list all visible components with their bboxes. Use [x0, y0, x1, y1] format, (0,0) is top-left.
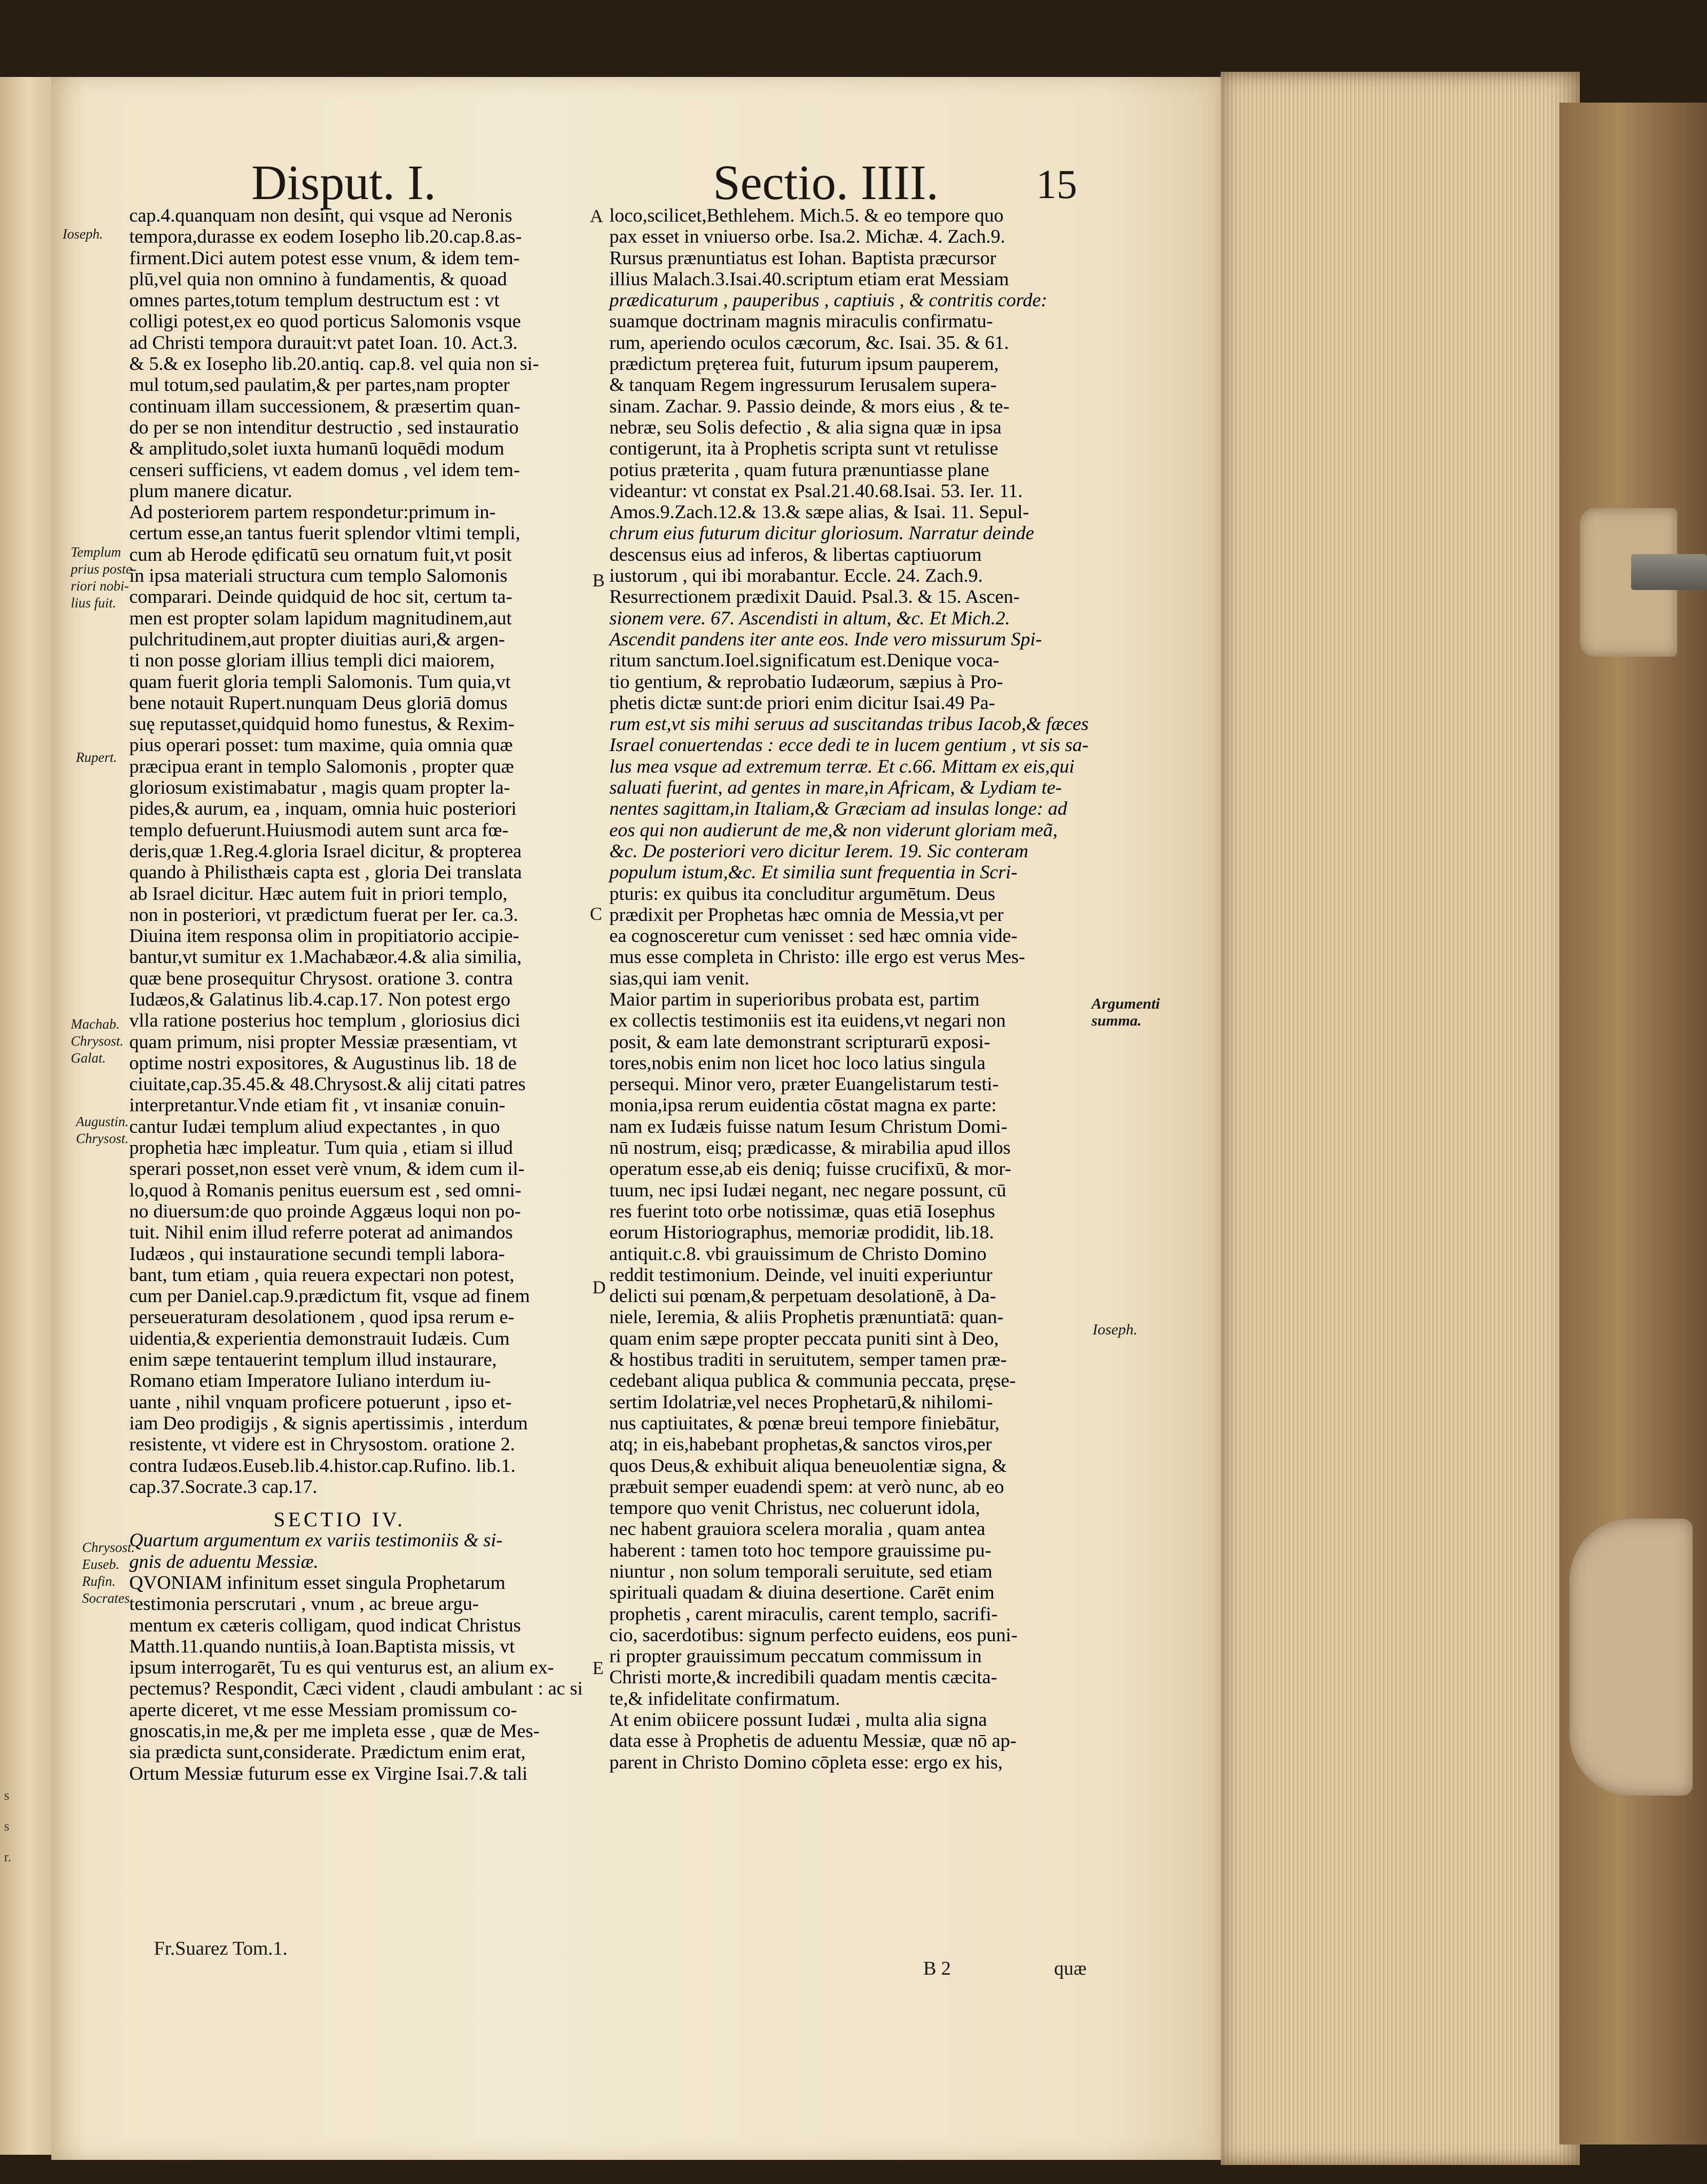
- margin-note-august-line: Chrysost.: [76, 1131, 129, 1146]
- section-body-line: Ortum Messiæ futurum esse ex Virgine Isai.7.& tali: [129, 1763, 528, 1784]
- text-line: interpretantur.Vnde etiam fit , vt insaniæ conuin-: [129, 1095, 506, 1116]
- text-line: phetis dictæ sunt:de priori enim dicitur Isai.49 Pa-: [609, 692, 995, 714]
- text-line: tuit. Nihil enim illud referre poterat ad animandos: [129, 1222, 513, 1244]
- previous-page-marks: [4, 1780, 45, 1873]
- margin-note-machab: [71, 1016, 124, 1067]
- text-line: quæ bene prosequitur Chrysost. oratione 3. contra: [129, 968, 513, 989]
- section-letter-b: B: [592, 570, 605, 591]
- spacer: [129, 1498, 583, 1509]
- left-text-column: [129, 205, 583, 1784]
- margin-note-august: [76, 1113, 129, 1147]
- text-line: prædictum pręterea fuit, futurum ipsum pauperem,: [609, 353, 999, 375]
- text-line: quam fuerit gloria templi Salomonis. Tum quia,vt: [129, 671, 511, 693]
- text-line: nū nostrum, eisq; prædicasse, & mirabilia apud illos: [609, 1137, 1011, 1159]
- text-line: potius præterita , quam futura prænuntiasse plane: [609, 459, 989, 481]
- text-line: rum, aperiendo oculos cæcorum, &c. Isai. 35. & 61.: [609, 332, 1009, 353]
- signature-mark: B 2: [923, 1958, 951, 1979]
- text-line: suamque doctrinam magnis miraculis confirmatu-: [609, 311, 993, 332]
- text-line: Iudæos,& Galatinus lib.4.cap.17. Non potest ergo: [129, 989, 510, 1010]
- section-body-line: QVONIAM infinitum esset singula Prophetarum: [129, 1572, 506, 1593]
- text-line: ea cognosceretur cum venisset : sed hæc omnia vide-: [609, 926, 1018, 947]
- text-line: quam primum, nisi propter Messiæ præsentiam, vt: [129, 1031, 518, 1053]
- text-line: plum manere dicatur.: [129, 480, 292, 502]
- text-line: ex collectis testimoniis est ita euidens,vt negari non: [609, 1010, 1006, 1032]
- text-line: nentes sagittam,in Italiam,& Græciam ad insulas longe: ad: [609, 798, 1067, 820]
- text-line: cedebant aliqua publica & communia peccata, pręse-: [609, 1370, 1016, 1392]
- text-line: nam ex Iudæis fuisse natum Iesum Christum Domi-: [609, 1116, 1007, 1137]
- section-body-line: sia prædicta sunt,considerate. Prædictum enim erat,: [129, 1742, 526, 1763]
- text-line: tuum, nec ipsi Iudæi negant, nec negare possunt, cū: [609, 1179, 1006, 1201]
- text-line: prophetia hæc impleatur. Tum quia , etiam si illud: [129, 1137, 513, 1159]
- text-line: templo defuerunt.Huiusmodi autem sunt arca fœ-: [129, 819, 509, 841]
- margin-note-rupert: [76, 749, 117, 766]
- text-line: ritum sanctum.Ioel.significatum est.Denique voca-: [609, 650, 1000, 672]
- text-line: contra Iudæos.Euseb.lib.4.histor.cap.Rufino. lib.1.: [129, 1455, 516, 1477]
- text-line: & hostibus traditi in seruitutem, semper tamen præ-: [609, 1349, 1007, 1371]
- text-line: sinam. Zachar. 9. Passio deinde, & mors eius , & te-: [609, 396, 1010, 417]
- section-subtitle-line: gnis de aduentu Messiæ.: [129, 1551, 319, 1572]
- text-line: rum est,vt sis mihi seruus ad suscitandas tribus Iacob,& fæces: [609, 714, 1089, 735]
- text-line: loco,scilicet,Bethlehem. Mich.5. & eo tempore quo: [609, 205, 1004, 226]
- margin-note-ioseph-text: Ioseph.: [63, 226, 103, 242]
- margin-note-templum-line: lius fuit.: [71, 595, 116, 611]
- text-line: ri propter grauissimum peccatum commissum in: [609, 1646, 982, 1667]
- running-head-disput: Disput. I.: [251, 155, 436, 210]
- margin-note-ioseph-right-text: Ioseph.: [1093, 1321, 1138, 1338]
- text-line: res fuerint toto orbe notissimæ, quas etiā Iosephus: [609, 1201, 995, 1222]
- margin-note-templum-line: prius poste-: [71, 561, 137, 577]
- section-letter-e: E: [592, 1658, 604, 1678]
- section-body-line: gnoscatis,in me,& per me impleta esse , quæ de Mes-: [129, 1721, 540, 1742]
- text-line: tores,nobis enim non licet hoc loco latius singula: [609, 1052, 986, 1074]
- edge-mark: s: [4, 1788, 10, 1803]
- text-line: Diuina item responsa olim in propitiatorio accipie-: [129, 926, 520, 947]
- text-line: pides,& aurum, ea , inquam, omnia huic posteriori: [129, 798, 517, 820]
- margin-note-chrysost-line: Rufin.: [82, 1573, 116, 1589]
- page-number: 15: [1036, 162, 1077, 207]
- text-line: ti non posse gloriam illius templi dici maiorem,: [129, 650, 495, 672]
- book-cover: [1559, 103, 1707, 2144]
- text-line: niuntur , non solum temporali seruitute, sed etiam: [609, 1561, 993, 1582]
- section-body-line: testimonia perscrutari , vnum , ac breue argu-: [129, 1593, 479, 1615]
- text-line: quando à Philisthæis capta est , gloria Dei translata: [129, 862, 522, 883]
- text-line: mus esse completa in Christo: ille ergo est verus Mes-: [609, 947, 1025, 968]
- text-line: Romano etiam Imperatore Iuliano interdum iu-: [129, 1370, 491, 1392]
- text-line: continuam illam successionem, & præsertim quan-: [129, 396, 521, 417]
- right-text-column: [609, 205, 1088, 1773]
- text-line: Resurrectionem prædixit Dauid. Psal.3. & 15. Ascen-: [609, 586, 1020, 608]
- text-line: Iudæos , qui instauratione secundi templi labora-: [129, 1243, 505, 1265]
- text-line: suę reputasset,quidquid homo funestus, & Rexim-: [129, 714, 514, 735]
- text-line: posit, & eam late demonstrant scripturarū exposi-: [609, 1031, 990, 1053]
- text-line: uante , nihil vnquam proficere potuerunt , ipso et-: [129, 1391, 512, 1413]
- section-body-line: aperte diceret, vt me esse Messiam promissum co-: [129, 1699, 518, 1721]
- section-letter-d: D: [592, 1277, 606, 1297]
- section-body-line: mentum ex cæteris colligam, quod indicat Christus: [129, 1615, 521, 1636]
- text-line: sionem vere. 67. Ascendisti in altum, &c. Et Mich.2.: [609, 607, 1010, 629]
- text-line: vlla ratione posterius hoc templum , gloriosius dici: [129, 1010, 521, 1032]
- section-letter-a: A: [590, 206, 603, 226]
- text-line: eorum Historiographus, memoriæ prodidit, lib.18.: [609, 1222, 994, 1244]
- text-line: cantur Iudæi templum aliud expectantes , in quo: [129, 1116, 500, 1137]
- text-line: Rursus prænuntiatus est Iohan. Baptista præcursor: [609, 247, 997, 269]
- text-line: At enim obiicere possunt Iudæi , multa alia signa: [609, 1709, 987, 1731]
- text-line: niele, Ieremia, & aliis Prophetis prænuntiatā: quan-: [609, 1307, 1004, 1328]
- text-line: resistente, vt videre est in Chrysostom. oratione 2.: [129, 1434, 515, 1455]
- text-line: ad Christi tempora durauit:vt patet Ioan. 10. Act.3.: [129, 332, 518, 353]
- text-line: &c. De posteriori vero dicitur Ierem. 19. Sic conteram: [609, 840, 1028, 862]
- text-line: spirituali quadam & diuina desertione. Carēt enim: [609, 1582, 995, 1604]
- text-line: te,& infidelitate confirmatum.: [609, 1688, 840, 1709]
- margin-note-argumenti-line: Argumenti: [1091, 995, 1160, 1012]
- text-line: nebræ, seu Solis defectio , & alia signa quæ in ipsa: [609, 417, 1002, 438]
- text-line: operatum esse,ab eis deniq; fuisse crucifixū, & mor-: [609, 1158, 1011, 1180]
- text-line: nec habent grauiora scelera moralia , quam antea: [609, 1519, 985, 1540]
- text-line: non in posteriori, vt prædictum fuerat per Ier. ca.3.: [129, 904, 519, 926]
- text-line: eos qui non audierunt de me,& non viderunt gloriam meã,: [609, 819, 1058, 841]
- margin-note-chrysost-line: Socrates.: [82, 1590, 133, 1606]
- text-line: in ipsa materiali structura cum templo Salomonis: [129, 565, 508, 587]
- text-line: cio, sacerdotibus: signum perfecto euidens, eos puni-: [609, 1624, 1018, 1646]
- text-line: descensus eius ad inferos, & libertas captiuorum: [609, 544, 982, 565]
- text-line: nus captiuitates, & pœnæ breui tempore finiebātur,: [609, 1412, 1000, 1434]
- margin-note-argumenti-line: summa.: [1091, 1012, 1142, 1029]
- text-line: reddit testimonium. Deinde, vel inuiti experiuntur: [609, 1264, 993, 1286]
- text-line: monia,ipsa rerum euidentia cōstat magna ex parte:: [609, 1095, 997, 1116]
- edge-mark: s: [4, 1819, 10, 1834]
- text-line: quam enim sæpe propter peccata puniti sint à Deo,: [609, 1328, 999, 1349]
- text-line: colligi potest,ex eo quod porticus Salomonis vsque: [129, 311, 521, 332]
- text-line: prophetis , carent miraculis, carent templo, sacrifi-: [609, 1603, 998, 1625]
- section-letter-c: C: [590, 903, 603, 924]
- catchword: quæ: [1054, 1958, 1087, 1979]
- text-line: antiquit.c.8. vbi grauissimum de Christo Domino: [609, 1243, 987, 1265]
- text-line: lus mea vsque ad extremum terræ. Et c.66. Mittam ex eis,qui: [609, 756, 1075, 777]
- margin-note-argumenti: [1091, 995, 1160, 1029]
- margin-note-ioseph-right: [1093, 1321, 1137, 1338]
- text-line: Amos.9.Zach.12.& 13.& sæpe alias, & Isai. 11. Sepul-: [609, 502, 1029, 523]
- text-line: parent in Christo Domino cōpleta esse: ergo ex his,: [609, 1752, 1003, 1773]
- section-body-line: pectemus? Respondit, Cæci vident , claudi ambulant : ac si: [129, 1678, 583, 1700]
- text-line: cap.37.Socrate.3 cap.17.: [129, 1476, 317, 1498]
- text-line: prædixit per Prophetas hæc omnia de Messia,vt per: [609, 904, 1004, 926]
- text-line: data esse à Prophetis de aduentu Messiæ, quæ nō ap-: [609, 1730, 1017, 1752]
- text-line: saluati fuerint, ad gentes in mare,in Africam, & Lydiam te-: [609, 777, 1062, 799]
- edge-mark: r.: [4, 1849, 11, 1864]
- margin-note-chrysost: [82, 1539, 135, 1607]
- margin-note-machab-line: Machab.: [71, 1016, 120, 1032]
- text-line: bantur,vt sumitur ex 1.Machabæor.4.& alia similia,: [129, 947, 522, 968]
- text-line: videantur: vt constat ex Psal.21.40.68.Isai. 53. Ier. 11.: [609, 480, 1023, 502]
- text-line: Ad posteriorem partem respondetur:primum in-: [129, 502, 496, 523]
- text-line: lo,quod à Romanis penitus euersum est , sed omni-: [129, 1179, 522, 1201]
- margin-note-rupert-text: Rupert.: [76, 750, 117, 765]
- text-line: pax esset in vniuerso orbe. Isa.2. Michæ. 4. Zach.9.: [609, 226, 1005, 248]
- running-head-sectio: Sectio. IIII.: [713, 155, 939, 210]
- text-line: haberent : tamen toto hoc tempore grauissime pu-: [609, 1540, 991, 1561]
- text-line: iam Deo prodigijs , & signis apertissimis , interdum: [129, 1412, 528, 1434]
- text-line: tio gentium, & reprobatio Iudæorum, sæpius à Pro-: [609, 671, 1003, 693]
- margin-note-templum-line: Templum: [71, 544, 122, 560]
- text-line: pius operari posset: tum maxime, quia omnia quæ: [129, 735, 513, 756]
- text-line: bant, tum etiam , quia reuera expectari non potest,: [129, 1264, 514, 1286]
- text-line: Israel conuertendas : ecce dedi te in lucem gentium , vt sis sa-: [609, 735, 1089, 756]
- text-line: quos Deus,& exhibuit aliqua beneuolentiæ signa, &: [609, 1455, 1007, 1477]
- text-line: chrum eius futurum dicitur gloriosum. Narratur deinde: [609, 523, 1035, 544]
- text-line: cum per Daniel.cap.9.prædictum fit, vsque ad finem: [129, 1286, 530, 1307]
- text-line: censeri sufficiens, vt eadem domus , vel idem tem-: [129, 459, 520, 481]
- text-line: mul totum,sed paulatim,& per partes,nam propter: [129, 375, 510, 396]
- text-line: cum ab Herode ędificatū seu ornatum fuit,vt posit: [129, 544, 512, 565]
- text-line: gloriosum existimabatur , magis quam propter la-: [129, 777, 510, 799]
- text-line: tempora,durasse ex eodem Iosepho lib.20.cap.8.as-: [129, 226, 522, 248]
- text-line: firment.Dici autem potest esse vnum, & idem tem-: [129, 247, 520, 269]
- previous-page-edge: [0, 77, 53, 2155]
- margin-note-ioseph: [63, 226, 103, 243]
- text-line: sias,qui iam venit.: [609, 968, 749, 989]
- text-line: certum esse,an tantus fuerit splendor vltimi templi,: [129, 523, 521, 544]
- text-line: & 5.& ex Iosepho lib.20.antiq. cap.8. vel quia non si-: [129, 353, 539, 375]
- text-line: bene notauit Rupert.nunquam Deus gloriā domus: [129, 692, 508, 714]
- clasp-lower: [1570, 1519, 1693, 1796]
- margin-note-templum: [71, 544, 136, 612]
- text-line: comparari. Deinde quidquid de hoc sit, certum ta-: [129, 586, 512, 608]
- text-line: pulchritudinem,aut propter diuitias auri,& argen-: [129, 628, 505, 650]
- text-line: persequi. Minor vero, præter Euangelistarum testi-: [609, 1074, 999, 1095]
- margin-note-chrysost-line: Chrysost.: [82, 1540, 135, 1555]
- text-line: & amplitudo,solet iuxta humanū loquēdi modum: [129, 438, 505, 460]
- text-line: sperari posset,non esset verè vnum, & idem cum il-: [129, 1158, 525, 1180]
- text-line: delicti sui pœnam,& perpetuam desolationē, à Da-: [609, 1286, 996, 1307]
- text-line: optime nostri expositores, & Augustinus lib. 18 de: [129, 1052, 517, 1074]
- margin-note-machab-line: Chrysost.: [71, 1033, 124, 1049]
- text-line: omnes partes,totum templum destructum est : vt: [129, 290, 500, 311]
- section-heading: SECTIO IV.: [273, 1508, 406, 1531]
- text-line: ab Israel dicitur. Hæc autem fuit in priori templo,: [129, 883, 508, 904]
- text-line: plū,vel quia non omnino à fundamentis, & quoad: [129, 268, 507, 290]
- text-line: cap.4.quanquam non desint, qui vsque ad Neronis: [129, 205, 512, 226]
- text-line: prædicaturum , pauperibus , captiuis , & contritis corde:: [609, 290, 1047, 311]
- printer-signature: Fr.Suarez Tom.1.: [154, 1938, 288, 1959]
- text-line: iustorum , qui ibi morabantur. Eccle. 24. Zach.9.: [609, 565, 983, 587]
- section-body-line: ipsum interrogarēt, Tu es qui venturus est, an alium ex-: [129, 1657, 554, 1679]
- section-subtitle-line: Quartum argumentum ex variis testimoniis & si-: [129, 1530, 503, 1551]
- margin-note-chrysost-line: Euseb.: [82, 1557, 120, 1572]
- margin-note-august-line: Augustin.: [76, 1114, 129, 1129]
- text-line: præbuit semper euadendi spem: at verò nunc, ab eo: [609, 1476, 1004, 1498]
- text-line: no diuersum:de quo proinde Aggæus loqui non po-: [129, 1201, 521, 1222]
- text-line: præcipua erant in templo Salomonis , propter quæ: [129, 756, 514, 777]
- text-line: tempore quo venit Christus, nec coluerunt idola,: [609, 1498, 980, 1519]
- margin-note-templum-line: riori nobi-: [71, 578, 129, 594]
- text-line: pturis: ex quibus ita concluditur argumētum. Deus: [609, 883, 996, 904]
- text-line: illius Malach.3.Isai.40.scriptum etiam erat Messiam: [609, 268, 1009, 290]
- text-line: Christi morte,& incredibili quadam mentis cæcita-: [609, 1667, 998, 1688]
- text-line: & tanquam Regem ingressurum Ierusalem supera-: [609, 375, 997, 396]
- text-line: populum istum,&c. Et similia sunt frequentia in Scri-: [609, 862, 1018, 883]
- text-line: uidentia,& experientia demonstrauit Iudæis. Cum: [129, 1328, 510, 1349]
- section-body-line: Matth.11.quando nuntiis,à Ioan.Baptista missis, vt: [129, 1636, 515, 1657]
- text-line: do per se non intenditur destructio , sed instauratio: [129, 417, 519, 438]
- text-line: Ascendit pandens iter ante eos. Inde vero missurum Spi-: [609, 628, 1042, 650]
- text-line: sertim Idolatriæ,vel neces Prophetarū,& nihilomi-: [609, 1391, 993, 1413]
- text-line: enim sæpe tentauerint templum illud instaurare,: [129, 1349, 497, 1371]
- text-block-edge: [1221, 72, 1580, 2165]
- text-line: contigerunt, ita à Prophetis scripta sunt vt retulisse: [609, 438, 999, 460]
- text-line: atq; in eis,habebant prophetas,& sanctos viros,per: [609, 1434, 992, 1455]
- clasp-metal-bar: [1631, 554, 1707, 590]
- text-line: Maior partim in superioribus probata est, partim: [609, 989, 980, 1010]
- text-line: deris,quæ 1.Reg.4.gloria Israel dicitur, & propterea: [129, 840, 522, 862]
- text-line: ciuitate,cap.35.45.& 48.Chrysost.& alij citati patres: [129, 1074, 526, 1095]
- text-line: men est propter solam lapidum magnitudinem,aut: [129, 607, 512, 629]
- margin-note-machab-line: Galat.: [71, 1050, 106, 1066]
- text-line: perseueraturam desolationem , quod ipsa rerum e-: [129, 1307, 514, 1328]
